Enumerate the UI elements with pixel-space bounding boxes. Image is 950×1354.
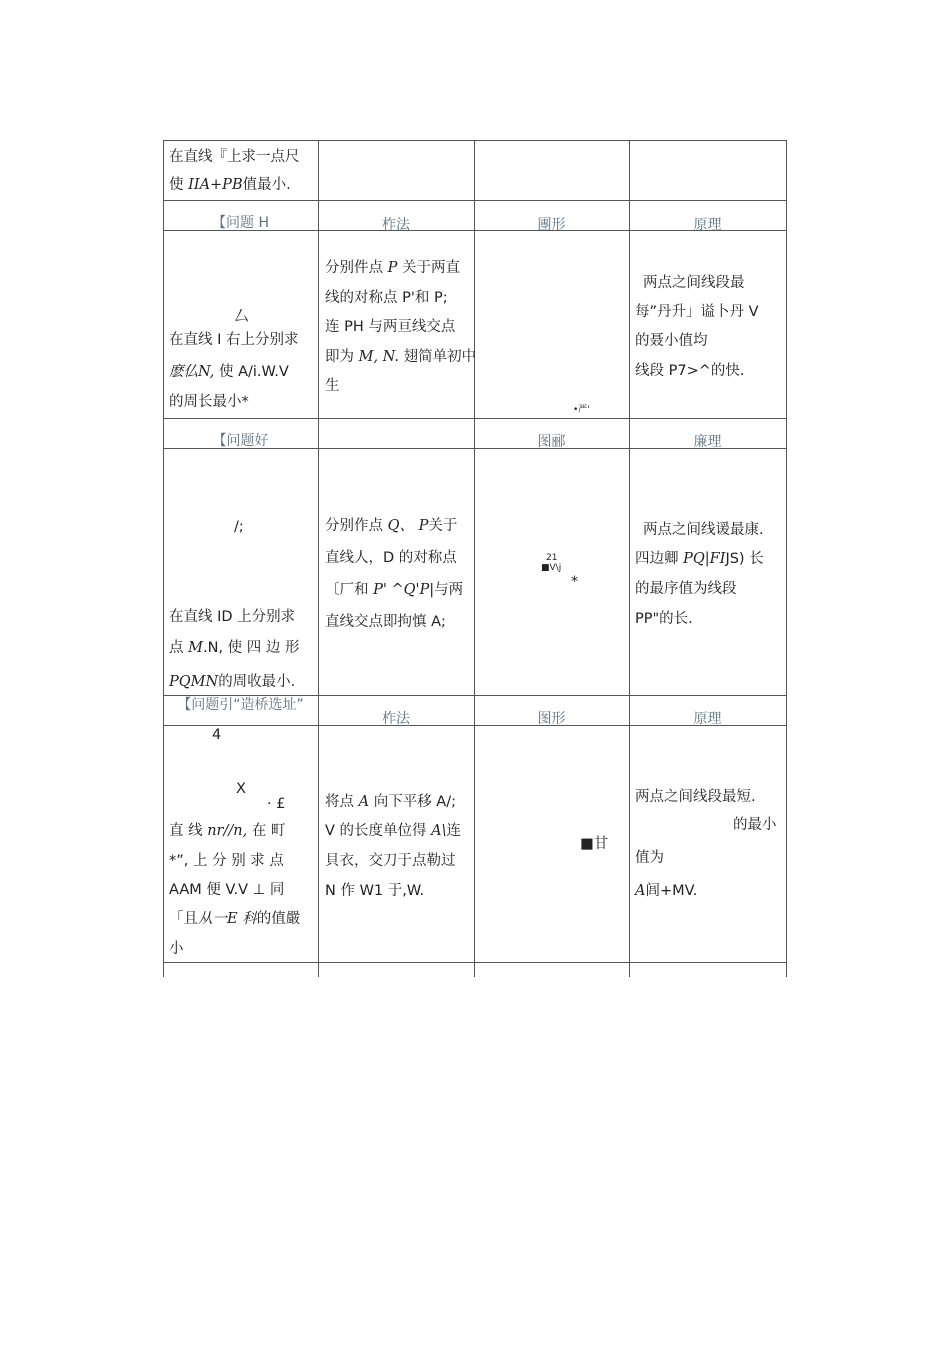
figure-mark: · £	[267, 796, 286, 812]
header-figure: 图形	[537, 711, 566, 727]
figure-mark: 厶	[234, 309, 249, 325]
row-divider	[163, 200, 787, 201]
problem-text: 小	[169, 941, 184, 957]
problem-text: 在直线 I 右上分别求	[169, 332, 299, 348]
method-text: V 的长度单位得 A\连	[325, 823, 461, 839]
table-divider-3	[629, 140, 630, 977]
figure-mark: /;	[234, 519, 244, 535]
problem-text: 直 线 nr//n, 在 町	[169, 823, 286, 839]
header-problem: 【问题引“造桥选址”	[177, 697, 304, 713]
principle-text: 两点之间线段最	[643, 275, 745, 291]
row-divider	[163, 418, 787, 419]
problem-text: 在直线 ID 上分别求	[169, 609, 296, 625]
problem-text: AAM 便 V.V ⊥ 同	[169, 882, 285, 898]
problem-text: PQMN的周收最小.	[169, 674, 296, 690]
problem-text: 点 M.N, 使 四 边 形	[169, 640, 300, 656]
table-border-right	[786, 140, 787, 977]
method-text: 直线人，D 的对称点	[325, 550, 457, 566]
principle-text: 的最序值为线段	[635, 581, 737, 597]
principle-text: A闾+MV.	[635, 883, 698, 899]
problem-text: 的周长最小*	[169, 394, 249, 410]
figure-mark: •严'	[573, 405, 590, 415]
header-figure: 團形	[537, 217, 566, 233]
method-text: 线的对称点 P'和 P;	[325, 290, 448, 306]
principle-text: 线段 P7>^的快.	[635, 363, 745, 379]
method-text: 将点 A 向下平移 A/;	[325, 794, 457, 810]
principle-text: PP"的长.	[635, 611, 693, 627]
header-problem: 【问题好	[212, 433, 269, 449]
header-problem: 【问题 H	[212, 215, 269, 231]
method-text: 生	[325, 378, 340, 394]
method-text: 连 PH 与两亘线交点	[325, 319, 456, 335]
figure-mark: *	[571, 574, 579, 590]
method-text: 〔厂和 P' ^Q'P|与两	[325, 582, 464, 598]
problem-text: 在直线『上求一点尺	[169, 149, 300, 165]
method-table	[163, 140, 787, 977]
method-text: 分别件点 P 关于两直	[325, 260, 460, 276]
method-text: N 作 W1 于,W.	[325, 883, 425, 899]
figure-mark: 4	[212, 727, 222, 743]
principle-text: 四边卿 PQ|FΙJS) 长	[635, 551, 764, 567]
method-text: 分别作点 Q、 P关于	[325, 518, 458, 534]
problem-text: 「且从一E 科的值嚴	[169, 911, 301, 927]
table-border-left	[163, 140, 164, 977]
row-divider	[163, 962, 787, 963]
figure-mark: ■甘	[580, 836, 609, 852]
header-principle: 原理	[693, 711, 722, 727]
table-divider-1	[318, 140, 319, 977]
method-text: 即为 M, N. 翅简单初中	[325, 349, 477, 365]
problem-text: *”, 上 分 别 求 点	[169, 853, 284, 869]
principle-text: 的聂小值均	[635, 333, 708, 349]
header-figure: 图郦	[537, 434, 566, 450]
problem-text: 使 IIA+PB值最小.	[169, 177, 291, 193]
principle-text: 两点之间线谖最康.	[643, 522, 764, 538]
header-principle: 廉理	[693, 434, 722, 450]
figure-mark: 21	[546, 553, 558, 563]
table-border-top	[163, 140, 787, 141]
header-method: 柞法	[382, 217, 410, 233]
principle-text: 值为	[635, 850, 664, 866]
principle-text: 每”丹升」谥卜丹 V	[635, 304, 759, 320]
table-divider-2	[474, 140, 475, 977]
figure-mark: ■V\j	[541, 563, 562, 573]
principle-text: 两点之间线段最短.	[635, 789, 756, 805]
method-text: 貝衣，交刀于点勒过	[325, 853, 456, 869]
principle-text: 的最小	[733, 817, 777, 833]
header-principle: 原理	[693, 217, 722, 233]
problem-text: 麽仏N, 使 A/ⅰ.W.V	[169, 364, 289, 380]
header-method: 柞法	[382, 711, 410, 727]
figure-mark: X	[236, 781, 246, 797]
method-text: 直线交点即拘慎 A;	[325, 614, 446, 630]
